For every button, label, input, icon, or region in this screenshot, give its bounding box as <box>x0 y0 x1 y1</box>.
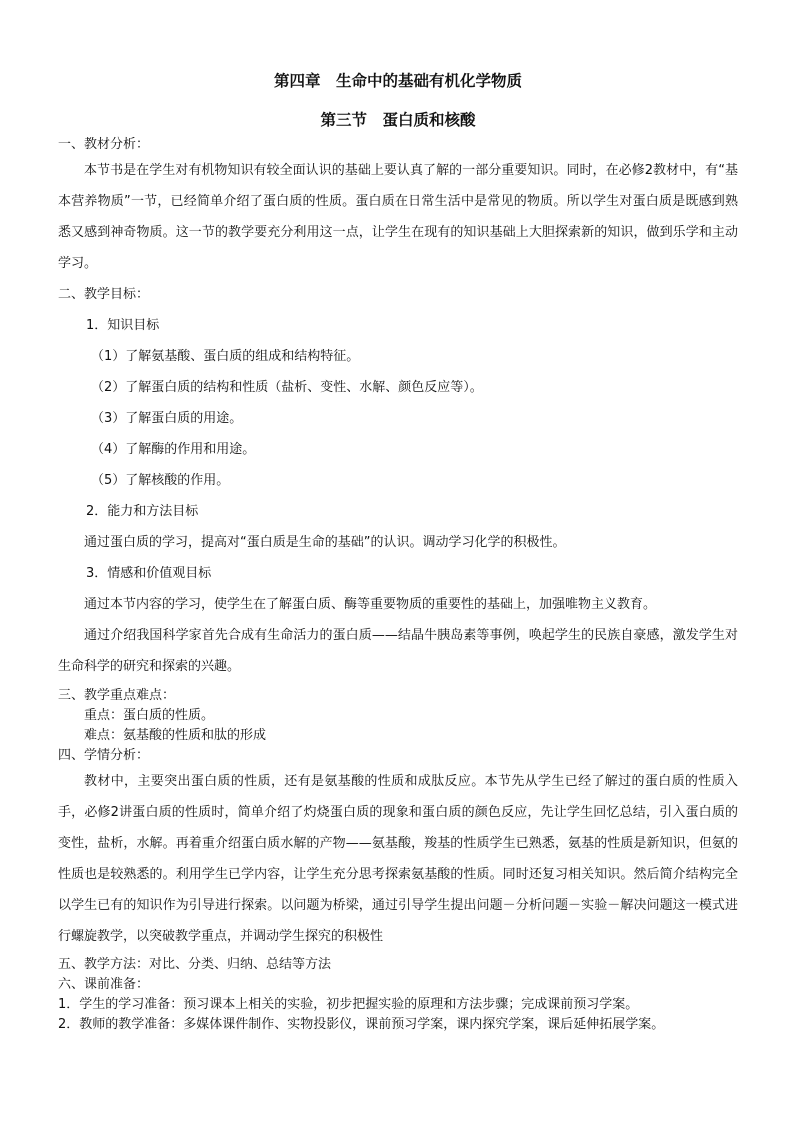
section-2-heading: 二、教学目标： <box>58 287 150 302</box>
emotion-objectives-title: 3．情感和价值观目标 <box>86 566 212 581</box>
ability-objectives-title: 2．能力和方法目标 <box>86 504 199 519</box>
emotion-objectives-text: 通过本节内容的学习，使学生在了解蛋白质、酶等重要物质的重要性的基础上，加强唯物主义教育。 <box>84 597 657 612</box>
knowledge-item: （5）了解核酸的作用。 <box>91 473 230 488</box>
key-point: 重点：蛋白质的性质。 <box>84 708 215 723</box>
preparation-item-teacher: 2．教师的教学准备：多媒体课件制作、实物投影仪，课前预习学案，课内探究学案，课后延伸拓展学案。 <box>58 1017 665 1032</box>
section-1-heading: 一、教材分析： <box>58 137 150 152</box>
emotion-objectives-text-2: 通过介绍我国科学家首先合成有生命活力的蛋白质——结晶牛胰岛素等事例，唤起学生的民族自豪感，激发学生对生命科学的研究和探索的兴趣。 <box>58 628 738 674</box>
section-6-heading: 六、课前准备： <box>58 977 150 992</box>
section-4-heading: 四、学情分析： <box>58 748 150 763</box>
section-3-heading: 三、教学重点难点： <box>58 688 176 703</box>
document-page <box>58 60 738 1035</box>
knowledge-item: （3）了解蛋白质的用途。 <box>91 411 243 426</box>
section-5-heading: 五、教学方法：对比、分类、归纳、总结等方法 <box>58 957 332 972</box>
preparation-item-student: 1．学生的学习准备：预习课本上相关的实验，初步把握实验的原理和方法步骤；完成课前预习学案。 <box>58 997 639 1012</box>
difficult-point: 难点：氨基酸的性质和肽的形成 <box>84 728 267 743</box>
knowledge-item: （2）了解蛋白质的结构和性质（盐析、变性、水解、颜色反应等）。 <box>91 380 483 395</box>
knowledge-item: （1）了解氨基酸、蛋白质的组成和结构特征。 <box>91 349 360 364</box>
chapter-title: 第四章 生命中的基础有机化学物质 <box>273 71 522 90</box>
knowledge-item: （4）了解酶的作用和用途。 <box>91 442 256 457</box>
section-4-paragraph: 教材中，主要突出蛋白质的性质，还有是氨基酸的性质和成肽反应。本节先从学生已经了解过的蛋白质的性质入手，必修2讲蛋白质的性质时，简单介绍了灼烧蛋白质的现象和蛋白质的颜色反应，先让学生回忆总结，引入蛋白质的变性，盐析，水解。再着重介绍蛋白质水解的产物——氨基酸，羧基的性质学生已熟悉，氨基的性质是新知识，但氨的性质也是较熟悉的。利用学生已学内容，让学生充分思考探索氨基酸的性质。同时还复习相关知识。然后简介结构完全以学生已有的知识作为引导进行探索。以问题为桥梁，通过引导学生提出问题－分析问题－实验－解决问题这一模式进行螺旋教学，以突破教学重点，并调动学生探究的积极性 <box>58 774 738 944</box>
section-title: 第三节 蛋白质和核酸 <box>320 110 476 129</box>
knowledge-objectives-title: 1．知识目标 <box>86 318 160 333</box>
ability-objectives-text: 通过蛋白质的学习，提高对“蛋白质是生命的基础”的认识。调动学习化学的积极性。 <box>84 535 566 550</box>
section-1-paragraph: 本节书是在学生对有机物知识有较全面认识的基础上要认真了解的一部分重要知识。同时，在必修2教材中，有“基本营养物质”一节，已经简单介绍了蛋白质的性质。蛋白质在日常生活中是常见的物质。所以学生对蛋白质是既感到熟悉又感到神奇物质。这一节的教学要充分利用这一点，让学生在现有的知识基础上大胆探索新的知识，做到乐学和主动学习。 <box>58 163 738 271</box>
